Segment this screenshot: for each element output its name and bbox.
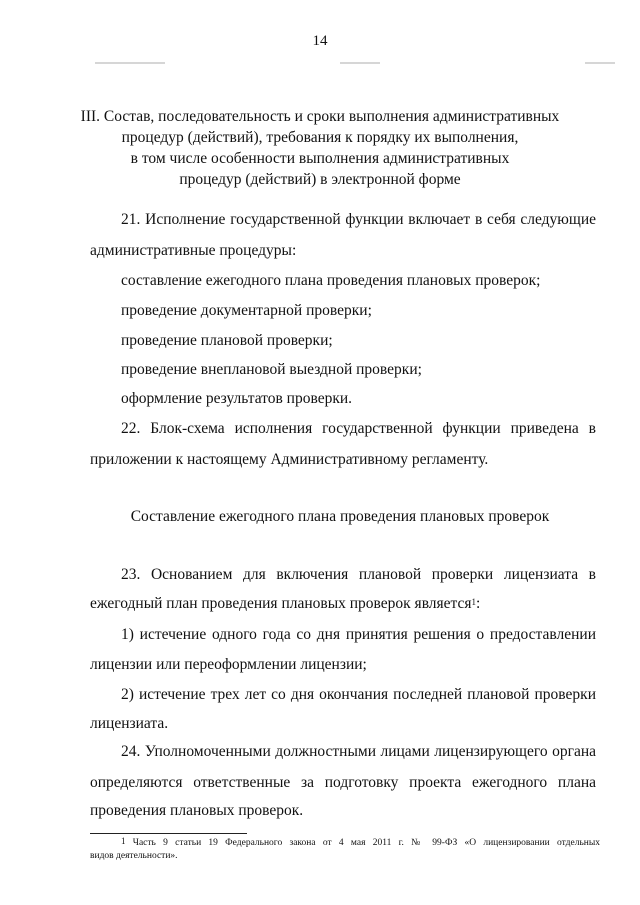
- paragraph-24-line-3: проведения плановых проверок.: [90, 802, 304, 819]
- paragraph-23-line-2: [90, 594, 480, 614]
- procedure-item: проведение внеплановой выездной проверки;: [121, 361, 422, 378]
- paragraph-22-line-1: 22. Блок-схема исполнения государственной функции приведена в: [121, 420, 596, 437]
- item-1-line-1: 1) истечение одного года со дня принятия решения о предоставлении: [121, 626, 596, 643]
- footnote-separator: [90, 833, 247, 834]
- paragraph-21-line-1: 21. Исполнение государственной функции включает в себя следующие: [121, 211, 596, 228]
- procedure-item: составление ежегодного плана проведения плановых проверок;: [121, 272, 541, 289]
- scan-artifact: [340, 62, 380, 64]
- scan-artifact: [585, 62, 615, 64]
- section-heading-line: в том числе особенности выполнения административных: [130, 150, 510, 167]
- item-1-line-2: лицензии или переоформлении лицензии;: [90, 656, 367, 673]
- item-2-line-2: лицензиата.: [90, 715, 169, 732]
- paragraph-23-colon: :: [476, 595, 481, 612]
- page-number: 14: [312, 33, 328, 49]
- procedure-item: проведение документарной проверки;: [121, 302, 372, 319]
- paragraph-24-line-2: определяются ответственные за подготовку проекта ежегодного плана: [90, 774, 596, 791]
- subsection-heading: Составление ежегодного плана проведения плановых проверок: [130, 508, 550, 525]
- paragraph-24-line-1: 24. Уполномоченными должностными лицами лицензирующего органа: [121, 743, 596, 760]
- footnote-line-2: видов деятельности».: [90, 851, 178, 861]
- scan-artifact: [95, 62, 165, 64]
- procedure-item: оформление результатов проверки.: [121, 390, 353, 407]
- footnote-line-1: [90, 837, 600, 850]
- item-2-line-1: 2) истечение трех лет со дня окончания последней плановой проверки: [121, 686, 596, 703]
- procedure-item: проведение плановой проверки;: [121, 332, 333, 349]
- section-heading: [80, 106, 560, 190]
- paragraph-23-line-1: 23. Основанием для включения плановой проверки лицензиата в: [121, 566, 596, 583]
- section-heading-line: процедур (действий), требования к порядку их выполнения,: [121, 129, 519, 146]
- footnote-reference: 1: [471, 597, 477, 607]
- footnote-text: Часть 9 статьи 19 Федерального закона от 4 мая 2011 г. № 99-ФЗ «О лицензировании отдельных: [132, 838, 600, 848]
- paragraph-23-text: ежегодный план проведения плановых проверок является: [90, 595, 472, 612]
- section-heading-line: III. Состав, последовательность и сроки выполнения административных: [80, 108, 560, 125]
- footnote-marker: 1: [121, 836, 126, 846]
- paragraph-22-line-2: приложении к настоящему Административному регламенту.: [90, 451, 489, 468]
- section-heading-line: процедур (действий) в электронной форме: [179, 171, 461, 188]
- paragraph-21-line-2: административные процедуры:: [90, 242, 297, 259]
- footnote: [90, 837, 600, 863]
